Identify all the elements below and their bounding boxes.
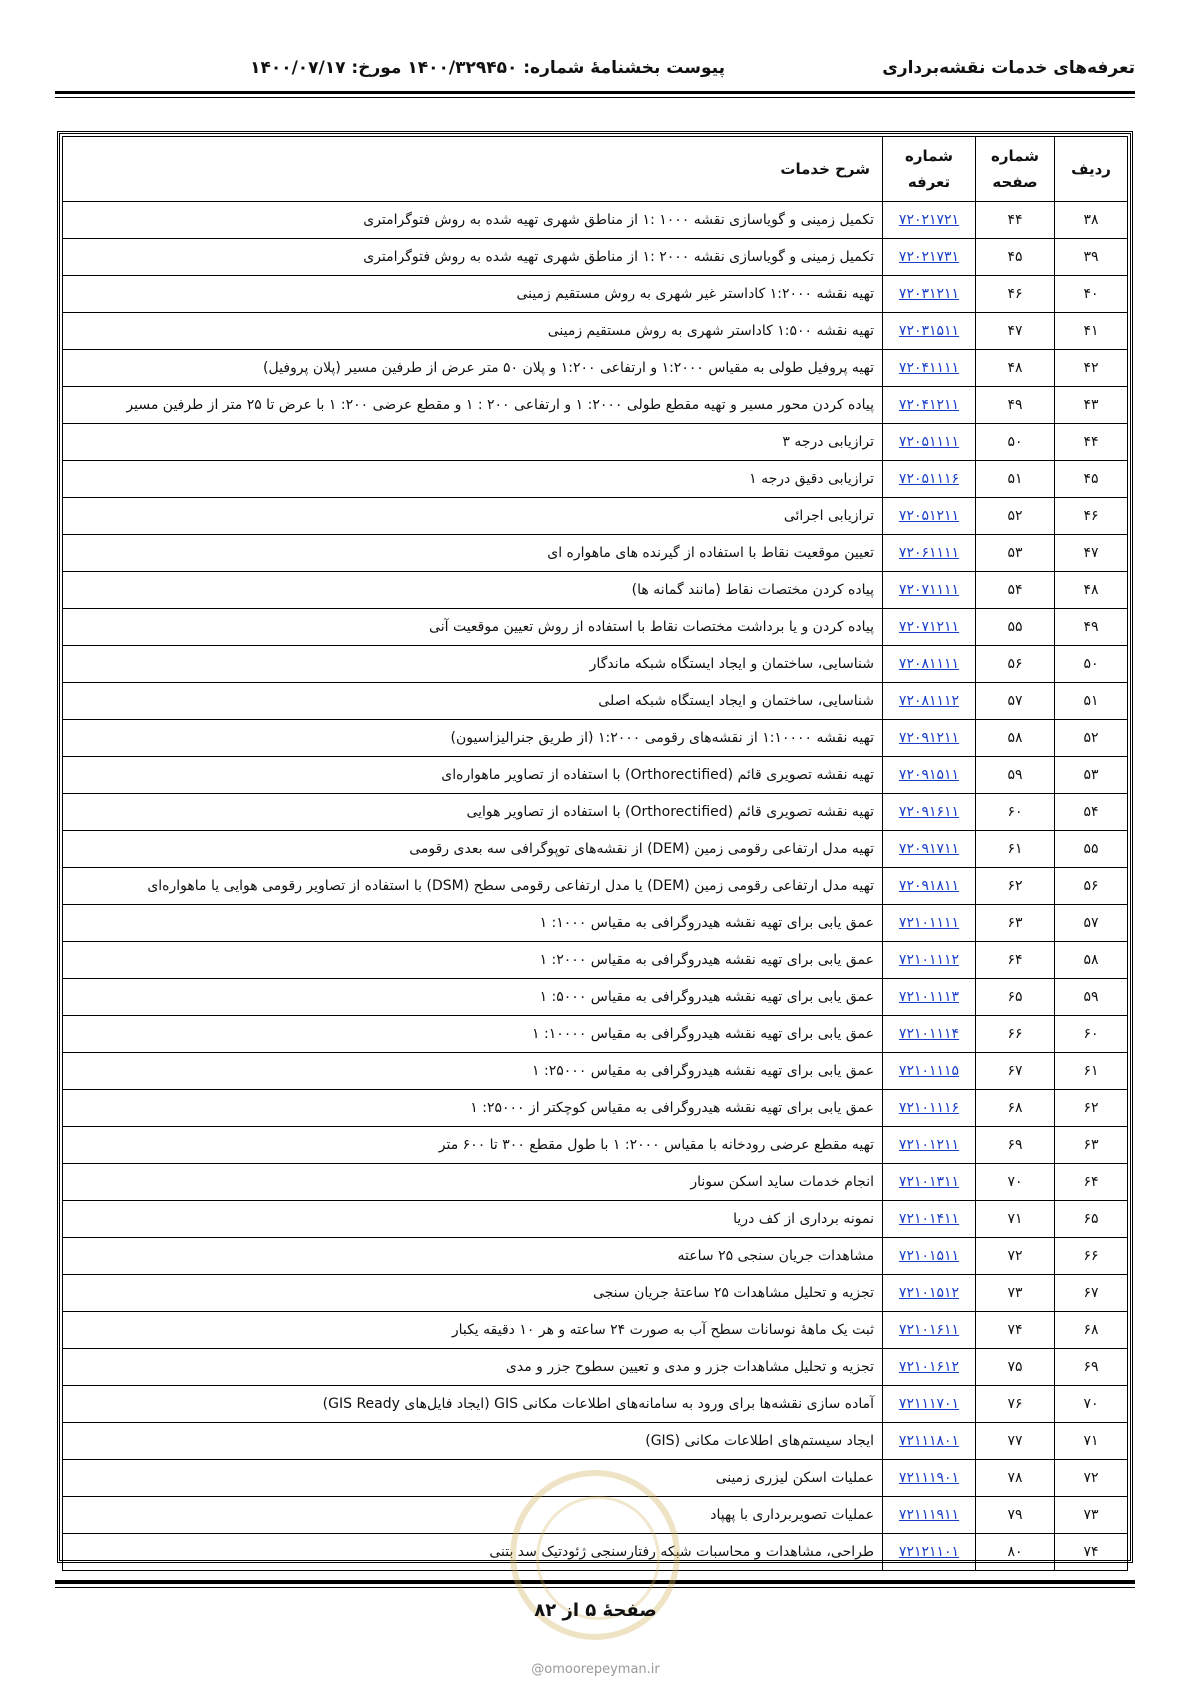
row-description: پیاده کردن و یا برداشت مختصات نقاط با استفاده از روش تعیین موقعیت آنی bbox=[63, 609, 883, 646]
tariff-code-link[interactable]: ۷۲۱۰۱۱۱۶ bbox=[898, 1100, 960, 1116]
page-header bbox=[55, 58, 1135, 88]
row-tariff-code-cell bbox=[883, 1127, 976, 1164]
tariff-code-link[interactable]: ۷۲۱۲۱۱۰۱ bbox=[898, 1544, 960, 1560]
row-description: تهیه نقشه ۱:۱۰۰۰۰ از نقشه‌های رقومی ۱:۲۰۰۰ (از طریق جنرالیزاسیون) bbox=[63, 720, 883, 757]
row-tariff-code-cell bbox=[883, 1460, 976, 1497]
table-row bbox=[63, 1349, 1128, 1386]
row-index: ۴۵ bbox=[1055, 461, 1128, 498]
row-index: ۴۲ bbox=[1055, 350, 1128, 387]
row-index: ۶۹ bbox=[1055, 1349, 1128, 1386]
tariff-code-link[interactable]: ۷۲۱۱۱۷۰۱ bbox=[898, 1396, 960, 1412]
table-row bbox=[63, 350, 1128, 387]
watermark-url: @omoorepeyman.ir bbox=[531, 1662, 660, 1677]
table-row bbox=[63, 1275, 1128, 1312]
tariff-code-link[interactable]: ۷۲۰۴۱۲۱۱ bbox=[898, 397, 960, 413]
row-description: عملیات اسکن لیزری زمینی bbox=[63, 1460, 883, 1497]
col-header-index: ردیف bbox=[1055, 137, 1128, 202]
row-index: ۶۷ bbox=[1055, 1275, 1128, 1312]
row-description: تهیه پروفیل طولی به مقیاس ۱:۲۰۰۰ و ارتفاعی ۱:۲۰۰ و پلان ۵۰ متر عرض از طرفین مسیر (پلان پروفیل) bbox=[63, 350, 883, 387]
row-page-number: ۷۴ bbox=[976, 1312, 1055, 1349]
table-row bbox=[63, 979, 1128, 1016]
table-row bbox=[63, 387, 1128, 424]
row-tariff-code-cell bbox=[883, 683, 976, 720]
row-page-number: ۷۶ bbox=[976, 1386, 1055, 1423]
row-page-number: ۵۲ bbox=[976, 498, 1055, 535]
tariff-code-link[interactable]: ۷۲۰۲۱۷۳۱ bbox=[898, 249, 960, 265]
row-tariff-code-cell bbox=[883, 572, 976, 609]
row-tariff-code-cell bbox=[883, 276, 976, 313]
row-tariff-code-cell bbox=[883, 461, 976, 498]
row-page-number: ۷۰ bbox=[976, 1164, 1055, 1201]
row-index: ۶۱ bbox=[1055, 1053, 1128, 1090]
row-description: شناسایی، ساختمان و ایجاد ایستگاه شبکه اصلی bbox=[63, 683, 883, 720]
row-index: ۳۹ bbox=[1055, 239, 1128, 276]
row-index: ۶۰ bbox=[1055, 1016, 1128, 1053]
row-description: تهیه نقشه ۱:۵۰۰ کاداستر شهری به روش مستقیم زمینی bbox=[63, 313, 883, 350]
row-page-number: ۷۹ bbox=[976, 1497, 1055, 1534]
row-index: ۴۶ bbox=[1055, 498, 1128, 535]
tariff-code-link[interactable]: ۷۲۰۵۱۱۱۶ bbox=[898, 471, 960, 487]
row-tariff-code-cell bbox=[883, 1534, 976, 1571]
row-description: ترازیابی اجرائی bbox=[63, 498, 883, 535]
table-row bbox=[63, 424, 1128, 461]
tariff-code-link[interactable]: ۷۲۱۰۱۲۱۱ bbox=[898, 1137, 960, 1153]
row-page-number: ۶۷ bbox=[976, 1053, 1055, 1090]
table-row bbox=[63, 535, 1128, 572]
document-title: تعرفه‌های خدمات نقشه‌برداری bbox=[882, 58, 1135, 78]
tariff-code-link[interactable]: ۷۲۰۹۱۶۱۱ bbox=[898, 804, 960, 820]
row-index: ۶۲ bbox=[1055, 1090, 1128, 1127]
row-description: عمق یابی برای تهیه نقشه هیدروگرافی به مقیاس ۱۰۰۰۰: ۱ bbox=[63, 1016, 883, 1053]
table-header-row bbox=[63, 137, 1128, 202]
row-page-number: ۶۲ bbox=[976, 868, 1055, 905]
table-row bbox=[63, 646, 1128, 683]
row-description: ثبت یک ماهۀ نوسانات سطح آب به صورت ۲۴ ساعته و هر ۱۰ دقیقه یکبار bbox=[63, 1312, 883, 1349]
row-page-number: ۶۳ bbox=[976, 905, 1055, 942]
col-header-code bbox=[883, 137, 976, 202]
tariff-code-link[interactable]: ۷۲۱۱۱۹۱۱ bbox=[898, 1507, 960, 1523]
row-index: ۵۵ bbox=[1055, 831, 1128, 868]
row-description: تهیه مدل ارتفاعی رقومی زمین (DEM) از نقشه‌های توپوگرافی سه بعدی رقومی bbox=[63, 831, 883, 868]
row-page-number: ۸۰ bbox=[976, 1534, 1055, 1571]
tariff-code-link[interactable]: ۷۲۰۵۱۲۱۱ bbox=[898, 508, 960, 524]
row-index: ۵۲ bbox=[1055, 720, 1128, 757]
row-index: ۴۹ bbox=[1055, 609, 1128, 646]
row-description: انجام خدمات ساید اسکن سونار bbox=[63, 1164, 883, 1201]
row-index: ۳۸ bbox=[1055, 202, 1128, 239]
row-description: تجزیه و تحلیل مشاهدات جزر و مدی و تعیین سطوح جزر و مدی bbox=[63, 1349, 883, 1386]
tariff-code-link[interactable]: ۷۲۱۰۱۱۱۱ bbox=[898, 915, 960, 931]
table-row bbox=[63, 1016, 1128, 1053]
row-description: پیاده کردن محور مسیر و تهیه مقطع طولی ۲۰۰۰: ۱ و ارتفاعی ۲۰۰ : ۱ و مقطع عرضی ۲۰۰: ۱ با عرض تا ۲۵ متر از طرفین مسیر bbox=[63, 387, 883, 424]
tariff-code-link[interactable]: ۷۲۱۰۱۳۱۱ bbox=[898, 1174, 960, 1190]
row-description: مشاهدات جریان سنجی ۲۵ ساعته bbox=[63, 1238, 883, 1275]
tariff-code-link[interactable]: ۷۲۱۰۱۶۱۱ bbox=[898, 1322, 960, 1338]
row-description: تکمیل زمینی و گویاسازی نقشه ۲۰۰۰ :۱ از مناطق شهری تهیه شده به روش فتوگرامتری bbox=[63, 239, 883, 276]
row-description: تکمیل زمینی و گویاسازی نقشه ۱۰۰۰ :۱ از مناطق شهری تهیه شده به روش فتوگرامتری bbox=[63, 202, 883, 239]
table-row bbox=[63, 757, 1128, 794]
row-description: طراحی، مشاهدات و محاسبات شبکه رفتارسنجی ژئودتیک سد بتنی bbox=[63, 1534, 883, 1571]
table-body bbox=[63, 202, 1128, 1571]
tariff-code-link[interactable]: ۷۲۰۴۱۱۱۱ bbox=[898, 360, 960, 376]
row-page-number: ۴۷ bbox=[976, 313, 1055, 350]
row-index: ۷۴ bbox=[1055, 1534, 1128, 1571]
row-tariff-code-cell bbox=[883, 387, 976, 424]
table-row bbox=[63, 313, 1128, 350]
row-description: تهیه مدل ارتفاعی رقومی زمین (DEM) یا مدل ارتفاعی رقومی سطح (DSM) با استفاده از تصاویر رقومی هوایی یا ماهواره‌ای bbox=[63, 868, 883, 905]
row-index: ۶۸ bbox=[1055, 1312, 1128, 1349]
row-page-number: ۶۰ bbox=[976, 794, 1055, 831]
row-tariff-code-cell bbox=[883, 313, 976, 350]
row-tariff-code-cell bbox=[883, 720, 976, 757]
row-page-number: ۶۹ bbox=[976, 1127, 1055, 1164]
row-index: ۷۲ bbox=[1055, 1460, 1128, 1497]
row-tariff-code-cell bbox=[883, 350, 976, 387]
row-tariff-code-cell bbox=[883, 979, 976, 1016]
row-page-number: ۴۹ bbox=[976, 387, 1055, 424]
row-page-number: ۴۶ bbox=[976, 276, 1055, 313]
row-tariff-code-cell bbox=[883, 1238, 976, 1275]
tariff-code-link[interactable]: ۷۲۰۳۱۲۱۱ bbox=[898, 286, 960, 302]
row-page-number: ۶۵ bbox=[976, 979, 1055, 1016]
row-index: ۵۱ bbox=[1055, 683, 1128, 720]
page-number: صفحۀ ۵ از ۸۲ bbox=[534, 1600, 657, 1621]
row-description: عمق یابی برای تهیه نقشه هیدروگرافی به مقیاس کوچکتر از ۲۵۰۰۰: ۱ bbox=[63, 1090, 883, 1127]
tariff-code-link[interactable]: ۷۲۰۸۱۱۱۲ bbox=[898, 693, 960, 709]
row-tariff-code-cell bbox=[883, 1090, 976, 1127]
tariff-code-link[interactable]: ۷۲۰۹۱۲۱۱ bbox=[898, 730, 960, 746]
row-page-number: ۵۷ bbox=[976, 683, 1055, 720]
row-page-number: ۷۸ bbox=[976, 1460, 1055, 1497]
tariff-code-link[interactable]: ۷۲۱۰۱۱۱۳ bbox=[898, 989, 960, 1005]
row-description: نمونه برداری از کف دریا bbox=[63, 1201, 883, 1238]
row-tariff-code-cell bbox=[883, 1053, 976, 1090]
row-tariff-code-cell bbox=[883, 1349, 976, 1386]
row-tariff-code-cell bbox=[883, 905, 976, 942]
row-index: ۵۳ bbox=[1055, 757, 1128, 794]
row-index: ۷۳ bbox=[1055, 1497, 1128, 1534]
row-index: ۶۴ bbox=[1055, 1164, 1128, 1201]
row-description: تهیه نقشه تصویری قائم (Orthorectified) با استفاده از تصاویر هوایی bbox=[63, 794, 883, 831]
table-row bbox=[63, 1127, 1128, 1164]
row-tariff-code-cell bbox=[883, 1497, 976, 1534]
table-row bbox=[63, 498, 1128, 535]
tariff-code-link[interactable]: ۷۲۰۷۱۲۱۱ bbox=[898, 619, 960, 635]
row-description: عمق یابی برای تهیه نقشه هیدروگرافی به مقیاس ۵۰۰۰: ۱ bbox=[63, 979, 883, 1016]
row-description: ترازیابی دقیق درجه ۱ bbox=[63, 461, 883, 498]
row-index: ۵۶ bbox=[1055, 868, 1128, 905]
row-page-number: ۷۱ bbox=[976, 1201, 1055, 1238]
row-tariff-code-cell bbox=[883, 1201, 976, 1238]
table-row bbox=[63, 609, 1128, 646]
row-tariff-code-cell bbox=[883, 831, 976, 868]
row-page-number: ۵۰ bbox=[976, 424, 1055, 461]
table-row bbox=[63, 572, 1128, 609]
row-index: ۴۳ bbox=[1055, 387, 1128, 424]
row-description: تهیه مقطع عرضی رودخانه با مقیاس ۲۰۰۰: ۱ با طول مقطع ۳۰۰ تا ۶۰۰ متر bbox=[63, 1127, 883, 1164]
row-page-number: ۶۶ bbox=[976, 1016, 1055, 1053]
row-page-number: ۵۵ bbox=[976, 609, 1055, 646]
row-tariff-code-cell bbox=[883, 535, 976, 572]
table-row bbox=[63, 1164, 1128, 1201]
header-rule-thin bbox=[55, 97, 1135, 98]
row-index: ۴۰ bbox=[1055, 276, 1128, 313]
row-tariff-code-cell bbox=[883, 1164, 976, 1201]
row-description: عملیات تصویربرداری با پهپاد bbox=[63, 1497, 883, 1534]
row-page-number: ۷۳ bbox=[976, 1275, 1055, 1312]
row-description: تهیه نقشه تصویری قائم (Orthorectified) با استفاده از تصاویر ماهواره‌ای bbox=[63, 757, 883, 794]
tariff-code-link[interactable]: ۷۲۱۱۱۹۰۱ bbox=[898, 1470, 960, 1486]
tariff-code-link[interactable]: ۷۲۱۱۱۸۰۱ bbox=[898, 1433, 960, 1449]
table-row bbox=[63, 1090, 1128, 1127]
row-tariff-code-cell bbox=[883, 794, 976, 831]
row-index: ۴۸ bbox=[1055, 572, 1128, 609]
tariff-code-link[interactable]: ۷۲۰۳۱۵۱۱ bbox=[898, 323, 960, 339]
col-header-description: شرح خدمات bbox=[63, 137, 883, 202]
tariff-code-link[interactable]: ۷۲۱۰۱۱۱۲ bbox=[898, 952, 960, 968]
row-index: ۴۴ bbox=[1055, 424, 1128, 461]
row-description: ترازیابی درجه ۳ bbox=[63, 424, 883, 461]
row-tariff-code-cell bbox=[883, 202, 976, 239]
row-page-number: ۵۶ bbox=[976, 646, 1055, 683]
attachment-reference: پیوست بخشنامۀ شماره: ۱۴۰۰/۳۲۹۴۵۰ مورخ: ۱۴۰۰/۰۷/۱۷ bbox=[250, 58, 725, 78]
row-description: تهیه نقشه ۱:۲۰۰۰ کاداستر غیر شهری به روش مستقیم زمینی bbox=[63, 276, 883, 313]
table-row bbox=[63, 1053, 1128, 1090]
row-tariff-code-cell bbox=[883, 646, 976, 683]
row-description: آماده سازی نقشه‌ها برای ورود به سامانه‌های اطلاعات مکانی GIS (ایجاد فایل‌های GIS Ready) bbox=[63, 1386, 883, 1423]
row-page-number: ۵۹ bbox=[976, 757, 1055, 794]
row-page-number: ۷۷ bbox=[976, 1423, 1055, 1460]
row-index: ۷۱ bbox=[1055, 1423, 1128, 1460]
table-row bbox=[63, 905, 1128, 942]
row-page-number: ۵۳ bbox=[976, 535, 1055, 572]
tariff-code-link[interactable]: ۷۲۰۹۱۷۱۱ bbox=[898, 841, 960, 857]
row-tariff-code-cell bbox=[883, 498, 976, 535]
table-row bbox=[63, 683, 1128, 720]
tariff-code-link[interactable]: ۷۲۰۵۱۱۱۱ bbox=[898, 434, 960, 450]
row-page-number: ۶۱ bbox=[976, 831, 1055, 868]
table-row bbox=[63, 831, 1128, 868]
row-tariff-code-cell bbox=[883, 757, 976, 794]
row-tariff-code-cell bbox=[883, 1275, 976, 1312]
row-tariff-code-cell bbox=[883, 424, 976, 461]
table-row bbox=[63, 942, 1128, 979]
row-page-number: ۶۴ bbox=[976, 942, 1055, 979]
row-index: ۴۷ bbox=[1055, 535, 1128, 572]
row-tariff-code-cell bbox=[883, 868, 976, 905]
row-description: تجزیه و تحلیل مشاهدات ۲۵ ساعتۀ جریان سنجی bbox=[63, 1275, 883, 1312]
tariff-table bbox=[62, 136, 1128, 1571]
row-description: ایجاد سیستم‌های اطلاعات مکانی (GIS) bbox=[63, 1423, 883, 1460]
row-page-number: ۵۴ bbox=[976, 572, 1055, 609]
row-index: ۵۸ bbox=[1055, 942, 1128, 979]
row-index: ۵۰ bbox=[1055, 646, 1128, 683]
header-rule bbox=[55, 91, 1135, 94]
col-header-page-line1: شماره bbox=[991, 147, 1039, 165]
tariff-code-link[interactable]: ۷۲۱۰۱۶۱۲ bbox=[898, 1359, 960, 1375]
table-row bbox=[63, 868, 1128, 905]
tariff-code-link[interactable]: ۷۲۰۹۱۸۱۱ bbox=[898, 878, 960, 894]
tariff-code-link[interactable]: ۷۲۰۸۱۱۱۱ bbox=[898, 656, 960, 672]
row-page-number: ۶۸ bbox=[976, 1090, 1055, 1127]
row-page-number: ۵۱ bbox=[976, 461, 1055, 498]
tariff-code-link[interactable]: ۷۲۱۰۱۵۱۱ bbox=[898, 1248, 960, 1264]
row-description: عمق یابی برای تهیه نقشه هیدروگرافی به مقیاس ۱۰۰۰: ۱ bbox=[63, 905, 883, 942]
row-tariff-code-cell bbox=[883, 1312, 976, 1349]
row-page-number: ۴۵ bbox=[976, 239, 1055, 276]
row-index: ۴۱ bbox=[1055, 313, 1128, 350]
row-description: عمق یابی برای تهیه نقشه هیدروگرافی به مقیاس ۲۵۰۰۰: ۱ bbox=[63, 1053, 883, 1090]
row-index: ۷۰ bbox=[1055, 1386, 1128, 1423]
tariff-code-link[interactable]: ۷۲۱۰۱۴۱۱ bbox=[898, 1211, 960, 1227]
table-row bbox=[63, 202, 1128, 239]
row-description: پیاده کردن مختصات نقاط (مانند گمانه ها) bbox=[63, 572, 883, 609]
row-page-number: ۴۴ bbox=[976, 202, 1055, 239]
row-page-number: ۴۸ bbox=[976, 350, 1055, 387]
row-tariff-code-cell bbox=[883, 239, 976, 276]
row-page-number: ۷۵ bbox=[976, 1349, 1055, 1386]
table-row bbox=[63, 1201, 1128, 1238]
row-index: ۶۵ bbox=[1055, 1201, 1128, 1238]
row-tariff-code-cell bbox=[883, 942, 976, 979]
row-index: ۵۹ bbox=[1055, 979, 1128, 1016]
table-row bbox=[63, 720, 1128, 757]
row-description: تعیین موقعیت نقاط با استفاده از گیرنده های ماهواره ای bbox=[63, 535, 883, 572]
row-tariff-code-cell bbox=[883, 609, 976, 646]
row-page-number: ۵۸ bbox=[976, 720, 1055, 757]
row-tariff-code-cell bbox=[883, 1423, 976, 1460]
row-index: ۶۶ bbox=[1055, 1238, 1128, 1275]
tariff-code-link[interactable]: ۷۲۱۰۱۱۱۵ bbox=[898, 1063, 960, 1079]
table-row bbox=[63, 461, 1128, 498]
table-row bbox=[63, 794, 1128, 831]
tariff-code-link[interactable]: ۷۲۰۷۱۱۱۱ bbox=[898, 582, 960, 598]
row-page-number: ۷۲ bbox=[976, 1238, 1055, 1275]
table-row bbox=[63, 1386, 1128, 1423]
row-description: شناسایی، ساختمان و ایجاد ایستگاه شبکه ماندگار bbox=[63, 646, 883, 683]
row-tariff-code-cell bbox=[883, 1386, 976, 1423]
col-header-page-line2: صفحه bbox=[992, 173, 1038, 191]
col-header-code-line2: تعرفه bbox=[907, 173, 951, 191]
col-header-code-line1: شماره bbox=[905, 147, 953, 165]
tariff-code-link[interactable]: ۷۲۱۰۱۵۱۲ bbox=[898, 1285, 960, 1301]
table-row bbox=[63, 1423, 1128, 1460]
tariff-code-link[interactable]: ۷۲۰۹۱۵۱۱ bbox=[898, 767, 960, 783]
row-description: عمق یابی برای تهیه نقشه هیدروگرافی به مقیاس ۲۰۰۰: ۱ bbox=[63, 942, 883, 979]
row-tariff-code-cell bbox=[883, 1016, 976, 1053]
tariff-code-link[interactable]: ۷۲۰۲۱۷۲۱ bbox=[898, 212, 960, 228]
table-row bbox=[63, 276, 1128, 313]
table-row bbox=[63, 239, 1128, 276]
tariff-code-link[interactable]: ۷۲۱۰۱۱۱۴ bbox=[898, 1026, 960, 1042]
row-index: ۵۴ bbox=[1055, 794, 1128, 831]
col-header-page bbox=[976, 137, 1055, 202]
table-row bbox=[63, 1312, 1128, 1349]
row-index: ۶۳ bbox=[1055, 1127, 1128, 1164]
row-index: ۵۷ bbox=[1055, 905, 1128, 942]
tariff-code-link[interactable]: ۷۲۰۶۱۱۱۱ bbox=[898, 545, 960, 561]
table-row bbox=[63, 1238, 1128, 1275]
